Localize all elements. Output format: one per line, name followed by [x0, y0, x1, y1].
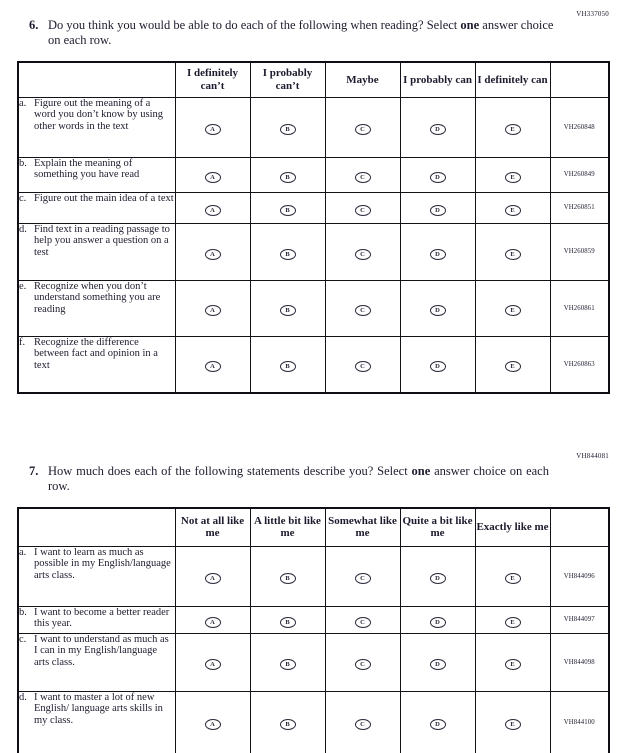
row-letter: e.	[19, 280, 27, 292]
bubble-option-e[interactable]: E	[505, 719, 521, 730]
q6-row-f-stem	[18, 336, 175, 393]
q6-column-header-1: I definitely can’t	[175, 62, 250, 97]
question-7-text	[48, 464, 549, 493]
row-letter: c.	[19, 192, 27, 204]
q6-b-cell-1	[175, 157, 250, 192]
q7-row-b-stem	[18, 606, 175, 633]
row-letter: d.	[19, 223, 27, 235]
bubble-option-c[interactable]: C	[355, 573, 371, 584]
bubble-option-e[interactable]: E	[505, 659, 521, 670]
q6-column-header-3: Maybe	[325, 62, 400, 97]
q6-e-cell-1	[175, 280, 250, 336]
bubble-option-e[interactable]: E	[505, 617, 521, 628]
bubble-option-a[interactable]: A	[205, 205, 221, 216]
bubble-option-a[interactable]: A	[205, 659, 221, 670]
q6-row-c	[18, 192, 609, 223]
q7-a-cell-3	[325, 546, 400, 606]
q7-d-cell-5	[475, 691, 550, 753]
q6-e-cell-4	[400, 280, 475, 336]
row-text: I want to understand as much as I can in my English/language arts class.	[34, 633, 169, 668]
q6-row-f	[18, 336, 609, 393]
question-7-prompt	[29, 464, 549, 493]
q7-b-cell-1	[175, 606, 250, 633]
bubble-option-a[interactable]: A	[205, 172, 221, 183]
q7-row-c-stem	[18, 633, 175, 691]
bubble-option-e[interactable]: E	[505, 172, 521, 183]
q6-e-cell-3	[325, 280, 400, 336]
row-text: I want to master a lot of new English/ language arts skills in my class.	[34, 691, 163, 726]
q7-column-header-2: A little bit like me	[250, 508, 325, 546]
q6-row-c-stem	[18, 192, 175, 223]
question-7-answer-grid	[17, 507, 610, 753]
row-code: VH260849	[550, 157, 609, 192]
q6-d-cell-2	[250, 223, 325, 280]
bubble-option-e[interactable]: E	[505, 305, 521, 316]
bubble-option-e[interactable]: E	[505, 573, 521, 584]
question-7-text-bold: one	[411, 464, 431, 478]
row-text: I want to learn as much as possible in my English/language arts class.	[34, 546, 171, 581]
row-code: VH260848	[550, 97, 609, 157]
bubble-option-d[interactable]: D	[430, 361, 446, 372]
q7-column-header-4: Quite a bit like me	[400, 508, 475, 546]
bubble-option-e[interactable]: E	[505, 205, 521, 216]
bubble-option-d[interactable]: D	[430, 205, 446, 216]
bubble-option-c[interactable]: C	[355, 124, 371, 135]
question-6-text-bold: one	[460, 18, 480, 32]
bubble-option-a[interactable]: A	[205, 124, 221, 135]
q6-f-cell-1	[175, 336, 250, 393]
q6-header-empty-cell	[18, 62, 175, 97]
q7-a-cell-5	[475, 546, 550, 606]
row-code: VH844098	[550, 633, 609, 691]
bubble-option-c[interactable]: C	[355, 361, 371, 372]
q6-header-row	[18, 62, 609, 97]
q7-column-header-3: Somewhat like me	[325, 508, 400, 546]
bubble-option-b[interactable]: B	[280, 172, 296, 183]
row-text: I want to become a better reader this year.	[34, 606, 170, 629]
bubble-option-a[interactable]: A	[205, 617, 221, 628]
q6-column-header-4: I probably can	[400, 62, 475, 97]
row-code: VH844100	[550, 691, 609, 753]
q7-b-cell-5	[475, 606, 550, 633]
question-6-text-before: Do you think you would be able to do each of the following when reading? Select	[48, 18, 461, 32]
bubble-option-b[interactable]: B	[280, 124, 296, 135]
row-code: VH260859	[550, 223, 609, 280]
q7-d-cell-1	[175, 691, 250, 753]
q6-e-cell-2	[250, 280, 325, 336]
bubble-option-a[interactable]: A	[205, 719, 221, 730]
q6-a-cell-3	[325, 97, 400, 157]
q6-row-a-stem	[18, 97, 175, 157]
q7-row-d-stem	[18, 691, 175, 753]
bubble-option-c[interactable]: C	[355, 249, 371, 260]
q6-b-cell-2	[250, 157, 325, 192]
bubble-option-d[interactable]: D	[430, 617, 446, 628]
q7-row-a-stem	[18, 546, 175, 606]
bubble-option-a[interactable]: A	[205, 573, 221, 584]
q7-c-cell-3	[325, 633, 400, 691]
q7-row-a	[18, 546, 609, 606]
q7-a-cell-2	[250, 546, 325, 606]
q6-a-cell-1	[175, 97, 250, 157]
row-letter: b.	[19, 157, 27, 169]
bubble-option-b[interactable]: B	[280, 719, 296, 730]
q6-e-cell-5	[475, 280, 550, 336]
row-text: Explain the meaning of something you have read	[34, 157, 140, 180]
question-6-form-code: VH337050	[576, 10, 609, 18]
q6-row-e	[18, 280, 609, 336]
q7-c-cell-4	[400, 633, 475, 691]
q7-c-cell-1	[175, 633, 250, 691]
row-letter: d.	[19, 691, 27, 703]
q6-header-code-cell	[550, 62, 609, 97]
bubble-option-b[interactable]: B	[280, 361, 296, 372]
q6-f-cell-5	[475, 336, 550, 393]
question-7-text-after: answer choice on each row.	[48, 464, 549, 493]
q7-b-cell-4	[400, 606, 475, 633]
q6-c-cell-4	[400, 192, 475, 223]
row-text: Recognize the difference between fact and opinion in a text	[34, 336, 158, 371]
q6-a-cell-2	[250, 97, 325, 157]
q6-b-cell-5	[475, 157, 550, 192]
row-letter: f.	[19, 336, 26, 348]
bubble-option-e[interactable]: E	[505, 249, 521, 260]
bubble-option-d[interactable]: D	[430, 172, 446, 183]
row-text: Figure out the main idea of a text	[34, 192, 174, 204]
q6-d-cell-4	[400, 223, 475, 280]
q6-row-b	[18, 157, 609, 192]
bubble-option-a[interactable]: A	[205, 361, 221, 372]
bubble-option-d[interactable]: D	[430, 659, 446, 670]
bubble-option-b[interactable]: B	[280, 617, 296, 628]
bubble-option-e[interactable]: E	[505, 124, 521, 135]
q6-row-b-stem	[18, 157, 175, 192]
bubble-option-b[interactable]: B	[280, 659, 296, 670]
q7-c-cell-2	[250, 633, 325, 691]
bubble-option-d[interactable]: D	[430, 124, 446, 135]
q6-f-cell-3	[325, 336, 400, 393]
q6-column-header-2: I probably can’t	[250, 62, 325, 97]
row-code: VH844097	[550, 606, 609, 633]
row-code: VH260861	[550, 280, 609, 336]
q7-row-c	[18, 633, 609, 691]
row-letter: b.	[19, 606, 27, 618]
bubble-option-b[interactable]: B	[280, 205, 296, 216]
row-code: VH260851	[550, 192, 609, 223]
question-7-form-code: VH844081	[576, 452, 609, 460]
question-6-text-after: answer choice on each row.	[48, 18, 554, 47]
bubble-option-d[interactable]: D	[430, 249, 446, 260]
q6-d-cell-5	[475, 223, 550, 280]
q7-a-cell-4	[400, 546, 475, 606]
question-6-number: 6.	[29, 18, 39, 32]
row-text: Find text in a reading passage to help you answer a question on a test	[34, 223, 170, 258]
q6-row-d	[18, 223, 609, 280]
q6-b-cell-3	[325, 157, 400, 192]
bubble-option-c[interactable]: C	[355, 205, 371, 216]
bubble-option-c[interactable]: C	[355, 305, 371, 316]
bubble-option-c[interactable]: C	[355, 659, 371, 670]
q6-row-a	[18, 97, 609, 157]
q6-d-cell-3	[325, 223, 400, 280]
row-letter: a.	[19, 546, 27, 558]
row-letter: a.	[19, 97, 27, 109]
q7-header-empty-cell	[18, 508, 175, 546]
bubble-option-d[interactable]: D	[430, 305, 446, 316]
bubble-option-b[interactable]: B	[280, 573, 296, 584]
bubble-option-a[interactable]: A	[205, 249, 221, 260]
q7-row-b	[18, 606, 609, 633]
q6-a-cell-5	[475, 97, 550, 157]
q7-row-d	[18, 691, 609, 753]
question-7-number: 7.	[29, 464, 39, 478]
q6-b-cell-4	[400, 157, 475, 192]
q7-d-cell-2	[250, 691, 325, 753]
q6-c-cell-2	[250, 192, 325, 223]
q6-f-cell-4	[400, 336, 475, 393]
q6-c-cell-1	[175, 192, 250, 223]
q7-header-row	[18, 508, 609, 546]
q7-column-header-1: Not at all like me	[175, 508, 250, 546]
question-6-text	[48, 18, 559, 47]
question-6-prompt	[29, 18, 559, 47]
q6-column-header-5: I definitely can	[475, 62, 550, 97]
question-6-answer-grid	[17, 61, 610, 394]
q7-c-cell-5	[475, 633, 550, 691]
bubble-option-b[interactable]: B	[280, 249, 296, 260]
bubble-option-b[interactable]: B	[280, 305, 296, 316]
q6-row-d-stem	[18, 223, 175, 280]
row-code: VH844096	[550, 546, 609, 606]
q6-c-cell-3	[325, 192, 400, 223]
question-7-text-before: How much does each of the following statements describe you? Select	[48, 464, 412, 478]
bubble-option-c[interactable]: C	[355, 617, 371, 628]
q6-d-cell-1	[175, 223, 250, 280]
bubble-option-c[interactable]: C	[355, 172, 371, 183]
bubble-option-c[interactable]: C	[355, 719, 371, 730]
q6-f-cell-2	[250, 336, 325, 393]
row-letter: c.	[19, 633, 27, 645]
q6-c-cell-5	[475, 192, 550, 223]
bubble-option-e[interactable]: E	[505, 361, 521, 372]
q7-header-code-cell	[550, 508, 609, 546]
bubble-option-d[interactable]: D	[430, 573, 446, 584]
bubble-option-d[interactable]: D	[430, 719, 446, 730]
row-code: VH260863	[550, 336, 609, 393]
q7-b-cell-2	[250, 606, 325, 633]
q6-a-cell-4	[400, 97, 475, 157]
q7-a-cell-1	[175, 546, 250, 606]
bubble-option-a[interactable]: A	[205, 305, 221, 316]
row-text: Recognize when you don’t understand something you are reading	[34, 280, 161, 315]
q7-d-cell-4	[400, 691, 475, 753]
q7-column-header-5: Exactly like me	[475, 508, 550, 546]
row-text: Figure out the meaning of a word you don’t know by using other words in the text	[34, 97, 164, 132]
q7-b-cell-3	[325, 606, 400, 633]
q7-d-cell-3	[325, 691, 400, 753]
q6-row-e-stem	[18, 280, 175, 336]
